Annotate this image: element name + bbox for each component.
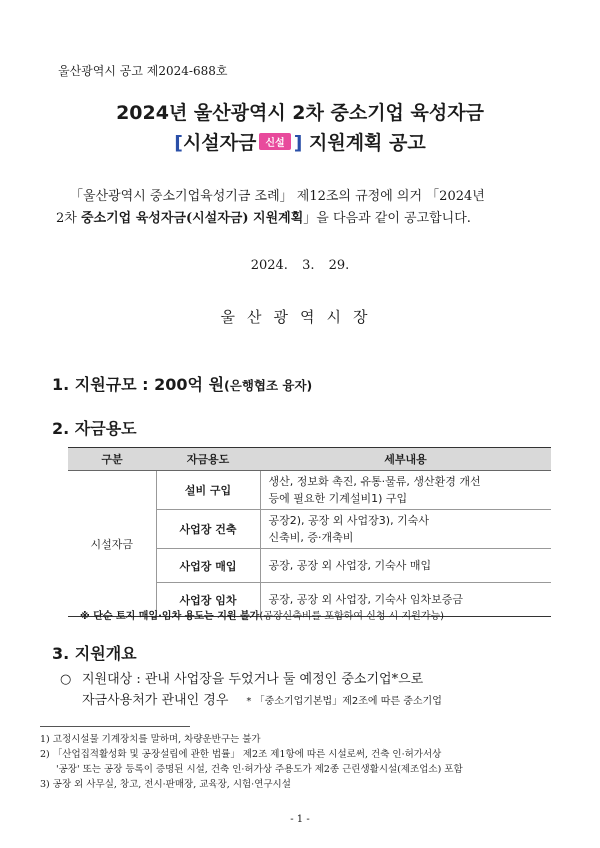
footnote-2-cont: '공장' 또는 공장 등록이 증명된 시설, 건축 인·허가상 주용도가 제2종 근린생활시설(제조업소) 포함 <box>56 764 463 775</box>
intro-line2-start: 2차 <box>56 211 81 226</box>
category-cell: 시설자금 <box>68 471 156 617</box>
column-header-detail: 세부내용 <box>260 448 551 471</box>
page-number: - 1 - <box>290 814 310 825</box>
footnote-3: 3) 공장 외 사무실, 창고, 전시·판매장, 교육장, 시험·연구시설 <box>40 779 291 790</box>
footnote-1: 1) 고정시설물 기계장치를 말하며, 차량운반구는 불가 <box>40 734 261 745</box>
usage-cell: 사업장 임차 <box>156 583 260 617</box>
overview-line2 <box>60 690 540 712</box>
issuer-name: 울산광역시장 <box>220 308 380 326</box>
usage-note-rest: (공장신축비를 포함하여 신청 시 지원가능) <box>259 611 445 622</box>
section2-heading: 2. 자금용도 <box>52 419 137 438</box>
detail-cell: 공장, 공장 외 사업장, 기숙사 매입 <box>260 549 551 583</box>
overview-text1: 지원대상 : 관내 사업장을 두었거나 둘 예정인 중소기업*으로 <box>82 672 424 687</box>
section1-title: 1. 지원규모 : 200억 원 <box>52 375 225 394</box>
column-header-usage: 자금용도 <box>156 448 260 471</box>
overview-line1 <box>60 669 540 690</box>
footnote-2: 2) 「산업집적활성화 및 공장설립에 관한 법률」 제2조 제1항에 따른 시설로써, 건축 인·허가서상 <box>40 749 442 760</box>
column-header-category: 구분 <box>68 448 156 471</box>
title-tail: 지원계획 공고 <box>309 132 426 154</box>
detail-cell <box>260 471 551 510</box>
usage-table <box>68 447 551 617</box>
title-open-bracket: [ <box>174 132 183 154</box>
page-title-line2 <box>0 128 600 155</box>
title-category: 시설자금 <box>182 132 257 154</box>
usage-note <box>80 607 444 622</box>
overview-text2: 자금사용처가 관내인 경우 <box>82 693 229 708</box>
section1-heading <box>52 372 312 395</box>
detail-line: 등에 필요한 기계설비1) 구입 <box>268 492 408 505</box>
footnote-divider <box>40 726 190 727</box>
notice-number: 울산광역시 공고 제2024-688호 <box>58 64 228 78</box>
new-badge: 신설 <box>259 133 290 150</box>
title-close-bracket: ] <box>293 132 303 154</box>
overview-reference: * 「중소기업기본법」제2조에 따른 중소기업 <box>246 696 442 707</box>
intro-line2 <box>56 208 556 230</box>
intro-line2-end: 」을 다음과 같이 공고합니다. <box>303 211 471 226</box>
bullet-icon: ○ <box>60 672 72 687</box>
page-title-line1: 2024년 울산광역시 2차 중소기업 육성자금 <box>116 102 484 124</box>
usage-cell: 사업장 건축 <box>156 510 260 549</box>
intro-line1: 「울산광역시 중소기업육성기금 조례」 제12조의 규정에 의거 「2024년 <box>70 189 485 204</box>
usage-cell: 사업장 매입 <box>156 549 260 583</box>
section1-sub: (은행협조 융자) <box>224 378 313 393</box>
intro-line2-bold: 중소기업 육성자금(시설자금) 지원계획 <box>80 211 304 226</box>
detail-cell: 공장, 공장 외 사업장, 기숙사 임차보증금 <box>260 583 551 617</box>
usage-note-bold: ※ 단순 토지 매입·임차 용도는 지원 불가 <box>80 611 260 622</box>
detail-line: 공장2), 공장 외 사업장3), 기숙사 <box>268 514 429 527</box>
intro-paragraph <box>56 186 556 230</box>
overview-block <box>60 669 540 712</box>
table-row <box>68 471 551 510</box>
section3-heading: 3. 지원개요 <box>52 644 137 663</box>
usage-cell: 설비 구입 <box>156 471 260 510</box>
table-header-row <box>68 448 551 471</box>
announcement-date: 2024. 3. 29. <box>250 258 350 273</box>
detail-line: 신축비, 증·개축비 <box>268 531 354 544</box>
detail-cell <box>260 510 551 549</box>
detail-line: 생산, 정보화 촉진, 유통·물류, 생산환경 개선 <box>268 475 481 488</box>
